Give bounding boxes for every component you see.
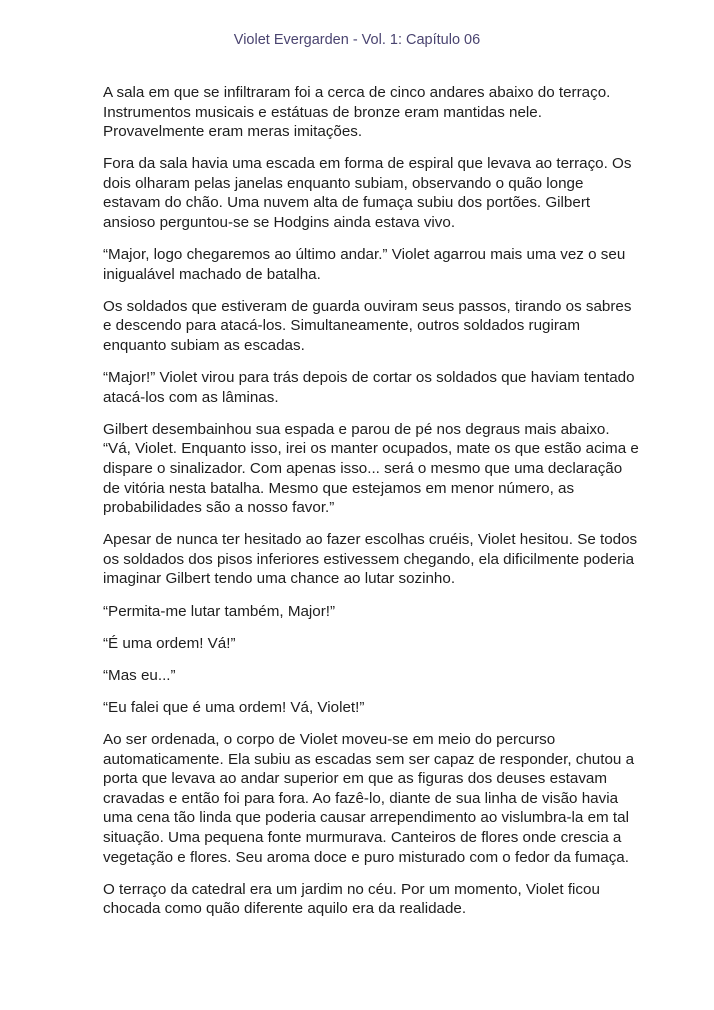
paragraph [103, 368, 663, 407]
text-line: A sala em que se infiltraram foi a cerca de cinco andares abaixo do terraço. [103, 84, 611, 101]
text-line: O terraço da catedral era um jardim no céu. Por um momento, Violet ficou [103, 880, 600, 898]
paragraph [103, 530, 663, 589]
paragraph [103, 297, 663, 356]
text-line: situação. Uma pequena fonte murmurava. Canteiros de flores onde crescia a [103, 828, 622, 846]
text-line: Gilbert desembainhou sua espada e parou de pé nos degraus mais abaixo. [103, 420, 610, 438]
text-line: inigualável machado de batalha. [103, 265, 321, 283]
text-line: automaticamente. Ela subiu as escadas sem ser capaz de responder, chutou a [103, 750, 635, 768]
text-line: estavam do chão. Uma nuvem alta de fumaça subiu dos portões. Gilbert [103, 194, 591, 212]
text-line: “É uma ordem! Vá!” [103, 634, 236, 652]
text-line: uma cena tão linda que poderia causar arrependimento ao vislumbra-la em tal [103, 809, 629, 827]
paragraph [103, 245, 663, 284]
text-line: porta que levava ao andar superior em que as figuras dos deuses estavam [103, 770, 608, 788]
text-line: “Major, logo chegaremos ao último andar.” Violet agarrou mais uma vez o seu [103, 246, 626, 264]
paragraph [103, 730, 663, 867]
paragraph [103, 880, 663, 919]
paragraph [103, 666, 663, 686]
text-line: Apesar de nunca ter hesitado ao fazer escolhas cruéis, Violet hesitou. Se todos [103, 531, 638, 549]
paragraph [103, 154, 663, 232]
text-line: Os soldados que estiveram de guarda ouviram seus passos, tirando os sabres [103, 297, 632, 315]
text-line: de vitória nesta batalha. Mesmo que estejamos em menor número, as [103, 479, 575, 497]
text-line: “Mas eu...” [103, 666, 176, 684]
text-line: Ao ser ordenada, o corpo de Violet moveu-se em meio do percurso [103, 730, 556, 748]
paragraph [103, 83, 663, 142]
text-line: ansioso perguntou-se se Hodgins ainda estava vivo. [103, 214, 456, 232]
text-line: Fora da sala havia uma escada em forma de espiral que levava ao terraço. Os [103, 155, 632, 173]
text-line: “Vá, Violet. Enquanto isso, irei os manter ocupados, mate os que estão acima e [103, 440, 639, 458]
paragraph [103, 634, 663, 654]
text-line: dois olharam pelas janelas enquanto subiam, observando o quão longe [103, 174, 584, 192]
text-line: atacá-los com as lâminas. [103, 388, 279, 406]
text-line: imaginar Gilbert tendo uma chance ao lutar sozinho. [103, 570, 456, 588]
text-line: os soldados dos pisos inferiores estivessem chegando, ela dificilmente poderia [103, 550, 635, 568]
text-line: vegetação e flores. Seu aroma doce e puro misturado com o fedor da fumaça. [103, 848, 629, 866]
text-line: Instrumentos musicais e estátuas de bronze eram mantidas nele. [103, 103, 542, 121]
document-body [103, 83, 663, 931]
page-header: Violet Evergarden - Vol. 1: Capítulo 06 [233, 32, 481, 48]
text-line: probabilidades são a nosso favor.” [103, 499, 335, 517]
text-line: “Major!” Violet virou para trás depois de cortar os soldados que haviam tentado [103, 369, 635, 387]
text-line: e descendo para atacá-los. Simultaneamente, outros soldados rugiram [103, 317, 580, 335]
text-line: “Eu falei que é uma ordem! Vá, Violet!” [103, 698, 365, 716]
text-line: Provavelmente eram meras imitações. [103, 123, 363, 141]
paragraph [103, 602, 663, 622]
text-line: chocada como quão diferente aquilo era da realidade. [103, 900, 467, 918]
text-line: enquanto subiam as escadas. [103, 337, 305, 355]
text-line: “Permita-me lutar também, Major!” [103, 602, 336, 620]
paragraph [103, 420, 663, 518]
text-line: cravadas e então foi para fora. Ao fazê-lo, diante de sua linha de visão havia [103, 789, 619, 807]
text-line: dispare o sinalizador. Com apenas isso... será o mesmo que uma declaração [103, 460, 623, 477]
paragraph [103, 698, 663, 718]
